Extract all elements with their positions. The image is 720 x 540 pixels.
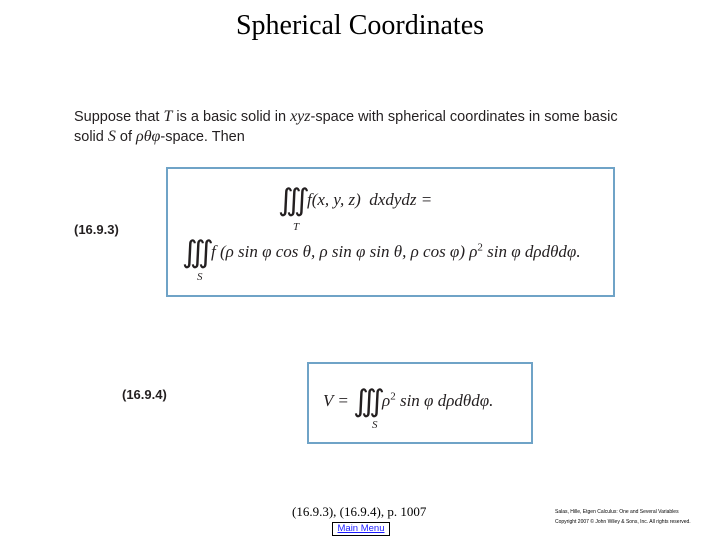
- function-f: f: [306, 190, 312, 209]
- equation-label-16-9-4: (16.9.4): [122, 387, 167, 402]
- intro-text: -space with spherical coordinates in some basic: [310, 109, 618, 125]
- function-args: (x, y, z): [311, 190, 361, 209]
- intro-text: solid: [74, 129, 108, 145]
- intro-var-s: S: [107, 128, 116, 145]
- equation-label-16-9-3: (16.9.3): [74, 222, 119, 237]
- page-reference: (16.9.3), (16.9.4), p. 1007: [292, 504, 427, 519]
- equation-box-16-9-4: [307, 362, 533, 444]
- integrand-tail: sin φ dρdθdφ.: [482, 242, 581, 261]
- equation-line-1: [278, 183, 432, 218]
- intro-paragraph: [74, 107, 654, 147]
- triple-integral-symbol: ∭: [353, 385, 378, 418]
- copyright-line-1: Salas, Hille, Etgen Calculus: One and Several Variables: [555, 509, 679, 515]
- rho: ρ: [382, 391, 391, 410]
- exponent: 2: [390, 390, 396, 403]
- volume-equation: [323, 384, 493, 419]
- equation-box-16-9-3: [166, 167, 615, 297]
- intro-var-t: T: [163, 108, 173, 125]
- copyright-line-2: Copyright 2007 © John Wiley & Sons, Inc. All rights reserved.: [555, 519, 691, 525]
- triple-integral-symbol: ∭: [278, 184, 303, 217]
- region-subscript-s: S: [197, 271, 203, 283]
- intro-text: is a basic solid in: [172, 109, 291, 125]
- region-subscript-t: T: [293, 221, 300, 233]
- intro-var-xyz: xyz: [290, 108, 311, 125]
- volume-integrand-tail: sin φ dρdθdφ.: [395, 391, 494, 410]
- exponent: 2: [477, 241, 483, 254]
- volume-lhs: V =: [323, 391, 349, 410]
- intro-text: -space. Then: [160, 129, 245, 145]
- main-menu-button[interactable]: Main Menu: [332, 522, 390, 536]
- intro-text: Suppose that: [74, 109, 164, 125]
- region-subscript-s: S: [372, 419, 378, 431]
- intro-text: of: [115, 129, 137, 145]
- page-title: Spherical Coordinates: [235, 10, 485, 41]
- integrand-spherical: f (ρ sin φ cos θ, ρ sin φ sin θ, ρ cos φ) ρ: [210, 242, 478, 261]
- intro-var-rho-theta-phi: ρθφ: [136, 128, 161, 145]
- triple-integral-symbol: ∭: [182, 236, 207, 269]
- differential-dxdydz: dxdydz =: [369, 190, 433, 209]
- equation-line-2: [182, 235, 581, 270]
